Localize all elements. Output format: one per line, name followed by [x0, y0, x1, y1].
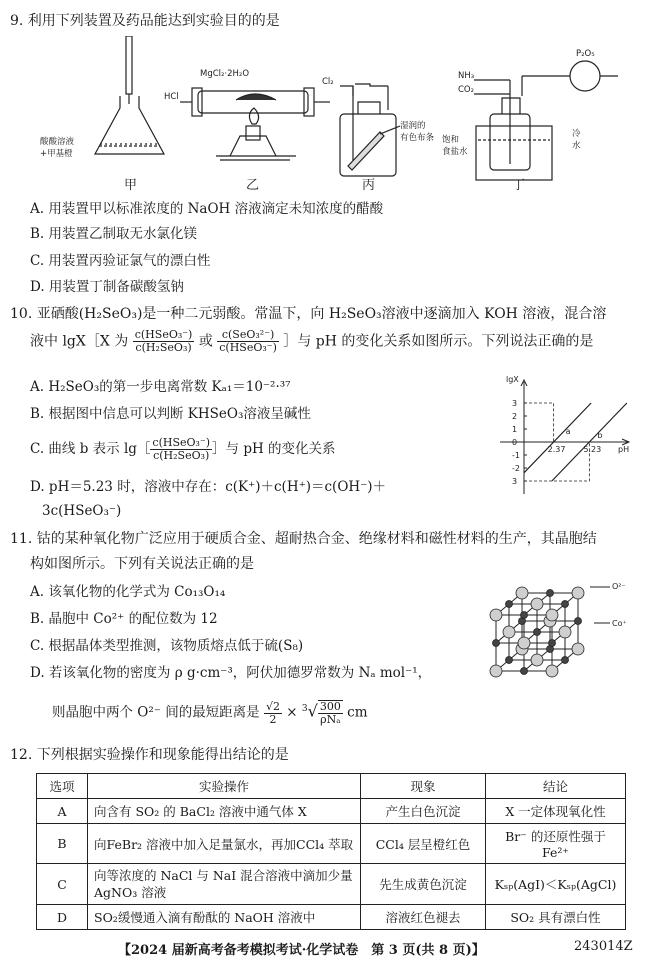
label-yi-solid: MgCl₂·2H₂O	[200, 69, 250, 79]
apparatus-yi	[180, 88, 330, 160]
q12-stem: 12. 下列根据实验操作和现象能得出结论的是	[10, 747, 289, 763]
y-tick-label: 0	[512, 438, 518, 447]
q10-or: 或	[198, 333, 213, 350]
label-jia-reagent1: 酸酸溶液	[40, 137, 75, 147]
caption-bing: 丙	[362, 178, 376, 193]
header-conclusion: 结论	[486, 774, 626, 799]
o-ion	[546, 609, 558, 621]
q11-cuberoot-index: 3	[301, 704, 308, 714]
q11-option-d-line2	[52, 700, 368, 726]
q10-stem2b: ］与 pH 的变化关系如图所示。下列说法正确的是	[283, 333, 594, 350]
table-row	[37, 864, 626, 905]
q10-stem2a: 液中 lgX［X 为	[30, 333, 129, 350]
caption-jia: 甲	[124, 178, 138, 193]
series-label-b: b	[597, 431, 603, 440]
q11-option-b: B. 晶胞中 Co²⁺ 的配位数为 12	[30, 611, 218, 627]
co-ion	[562, 657, 569, 664]
q10-optc-a: C. 曲线 b 表示 lg［	[30, 441, 151, 457]
q10-frac1-den: c(H₂SeO₃)	[135, 341, 192, 354]
o-ion	[531, 654, 543, 666]
series-line-a	[524, 403, 591, 473]
co-ion	[506, 601, 513, 608]
label-bing-cloth1: 湿润的	[400, 121, 426, 131]
label-yi-gas: HCl	[164, 92, 179, 102]
q11-cube-frac	[318, 700, 343, 726]
row-d-option: D	[37, 905, 88, 930]
q10-option-b: B. 根据图中信息可以判断 KHSeO₃溶液呈碱性	[30, 406, 311, 422]
o-ion	[490, 609, 502, 621]
row-c-conclusion: Kₛₚ(AgI)＜Kₛₚ(AgCl)	[486, 864, 626, 905]
page-footer: 【2024 届新高考备考模拟考试·化学试卷 第 3 页(共 8 页)】	[118, 943, 485, 958]
q11-option-c: C. 根据晶体类型推测，该物质熔点低于硫(S₈)	[30, 638, 304, 654]
o-ion	[531, 598, 543, 610]
row-a-option: A	[37, 799, 88, 824]
row-b-conclusion: Br⁻ 的还原性强于 Fe²⁺	[486, 824, 626, 864]
guide-line	[524, 403, 554, 442]
x-tick-label: 2.37	[547, 445, 566, 454]
o-ion	[572, 587, 584, 599]
q10-optc-den: c(H₂SeO₃)	[153, 449, 210, 462]
q11-crystal-cell-figure	[470, 575, 642, 685]
co-ion	[549, 640, 556, 647]
q10-lgx-ph-chart	[496, 376, 636, 500]
caption-yi: 乙	[246, 178, 260, 193]
q11-stem-line1: 11. 钴的某种氧化物广泛应用于硬质合金、超耐热合金、绝缘材料和磁性材料的生产，其晶胞结	[10, 531, 597, 547]
row-d-conclusion: SO₂ 具有漂白性	[486, 905, 626, 930]
co-ion	[534, 629, 541, 636]
q10-optc-b: ］与 pH 的变化关系	[212, 441, 336, 457]
header-option: 选项	[37, 774, 88, 799]
label-jia-reagent2: +甲基橙	[40, 149, 73, 159]
co-ion	[521, 612, 528, 619]
row-d-phenomenon: 溶液红色褪去	[361, 905, 486, 930]
o-ion	[518, 637, 530, 649]
y-tick-label: -2	[512, 464, 520, 473]
label-ding-water1: 冷	[572, 129, 581, 139]
q10-frac2-num: c(SeO₃²⁻)	[217, 329, 279, 342]
label-ding-gas2: CO₂	[458, 85, 475, 95]
q10-option-c	[30, 437, 336, 462]
x-axis-label: pH	[618, 445, 630, 454]
q10-option-d-line1: D. pH＝5.23 时，溶液中存在：c(K⁺)＋c(H⁺)＝c(OH⁻)＋	[30, 479, 387, 495]
q9-stem: 9. 利用下列装置及药品能达到实验目的的是	[10, 13, 280, 29]
q11-optd-2a: 则晶胞中两个 O²⁻ 间的最短距离是	[52, 704, 260, 721]
table-header-row	[37, 774, 626, 799]
q11-sqrt2: √2	[265, 699, 280, 713]
label-ding-sat1: 饱和	[442, 135, 460, 145]
table-row	[37, 799, 626, 824]
y-tick-label: 2	[512, 412, 518, 421]
q11-unit: cm	[347, 704, 368, 721]
table-row	[37, 824, 626, 864]
row-a-operation: 向含有 SO₂ 的 BaCl₂ 溶液中通气体 X	[88, 799, 361, 824]
q10-frac1	[133, 329, 195, 354]
label-ding-dry: P₂O₅	[576, 49, 595, 59]
row-b-operation: 向FeBr₂ 溶液中加入足量氯水，再加CCl₄ 萃取	[88, 824, 361, 864]
co-ion	[575, 618, 582, 625]
q9-option-a: A. 用装置甲以标准浓度的 NaOH 溶液滴定未知浓度的醋酸	[30, 201, 384, 217]
q11-two: 2	[269, 712, 277, 726]
apparatus-jia	[95, 36, 164, 154]
q10-optc-num: c(HSeO₃⁻)	[152, 436, 211, 449]
q10-optc-frac	[150, 437, 212, 462]
co-ion	[547, 590, 554, 597]
label-ding-sat2: 食盐水	[442, 147, 468, 157]
y-axis-label: lgX	[506, 376, 519, 384]
header-operation: 实验操作	[88, 774, 361, 799]
exam-code: 243014Z	[574, 939, 633, 954]
q11-option-a: A. 该氧化物的化学式为 Co₁₃O₁₄	[30, 584, 226, 600]
co-ion	[506, 657, 513, 664]
legend-o-label: O²⁻	[612, 582, 626, 591]
legend-co-label: Co⁺	[612, 619, 627, 628]
series-label-a: a	[565, 426, 571, 436]
row-b-phenomenon: CCl₄ 层呈橙红色	[361, 824, 486, 864]
y-tick-label: 1	[512, 425, 518, 434]
x-tick-label: 5.23	[583, 445, 602, 454]
label-ding-gas1: NH₃	[458, 71, 475, 81]
q10-option-a: A. H₂SeO₃的第一步电离常数 Kₐ₁＝10⁻²·³⁷	[30, 379, 291, 395]
q10-frac2-den: c(HSeO₃⁻)	[219, 341, 277, 354]
co-ion	[521, 668, 528, 675]
q11-times: ×	[286, 704, 298, 721]
header-phenomenon: 现象	[361, 774, 486, 799]
row-c-phenomenon: 先生成黄色沉淀	[361, 864, 486, 905]
q11-cube-num: 300	[319, 700, 341, 713]
q11-sqrt2-frac	[264, 701, 282, 726]
apparatus-ding	[474, 61, 618, 180]
o-ion	[516, 587, 528, 599]
label-bing-cloth2: 有色布条	[400, 133, 435, 143]
table-row	[37, 905, 626, 930]
co-ion	[562, 601, 569, 608]
apparatus-bing	[340, 84, 400, 176]
co-ion	[493, 640, 500, 647]
row-b-option: B	[37, 824, 88, 864]
o-ion	[546, 665, 558, 677]
y-tick-label: 3	[512, 399, 518, 408]
q12-experiment-table	[36, 773, 626, 930]
row-a-phenomenon: 产生白色沉淀	[361, 799, 486, 824]
row-c-option: C	[37, 864, 88, 905]
q9-option-b: B. 用装置乙制取无水氯化镁	[30, 226, 198, 242]
q9-option-d: D. 用装置丁制备碳酸氢钠	[30, 279, 184, 295]
q9-option-c: C. 用装置丙验证氯气的漂白性	[30, 253, 211, 269]
label-bing-gas: Cl₂	[322, 77, 334, 87]
q10-frac1-num: c(HSeO₃⁻)	[134, 328, 193, 341]
q9-apparatus-figure	[40, 36, 630, 194]
q11-cube-den: ρNₐ	[320, 713, 341, 726]
row-a-conclusion: X 一定体现氧化性	[486, 799, 626, 824]
o-ion	[490, 665, 502, 677]
o-ion	[503, 626, 515, 638]
q11-option-d-line1: D. 若该氧化物的密度为 ρ g·cm⁻³，阿伏加德罗常数为 Nₐ mol⁻¹，	[30, 665, 432, 681]
q10-stem-line2	[30, 329, 593, 354]
radical-icon: √	[307, 701, 318, 721]
y-tick-label: -1	[512, 451, 520, 460]
caption-ding: 丁	[512, 178, 526, 193]
q10-frac2	[217, 329, 279, 354]
o-ion	[572, 643, 584, 655]
label-ding-water2: 水	[572, 141, 581, 151]
q10-stem-line1: 10. 亚硒酸(H₂SeO₃)是一种二元弱酸。常温下，向 H₂SeO₃溶液中逐滴加入 KOH 溶液，混合溶	[10, 306, 607, 322]
row-c-operation: 向等浓度的 NaCl 与 NaI 混合溶液中滴加少量 AgNO₃ 溶液	[88, 864, 361, 905]
y-tick-label: 3	[512, 477, 518, 486]
q10-option-d-line2: 3c(HSeO₃⁻)	[42, 503, 122, 519]
row-d-operation: SO₂缓慢通入滴有酚酞的 NaOH 溶液中	[88, 905, 361, 930]
o-ion	[559, 626, 571, 638]
q11-stem-line2: 构如图所示。下列有关说法正确的是	[30, 556, 254, 572]
